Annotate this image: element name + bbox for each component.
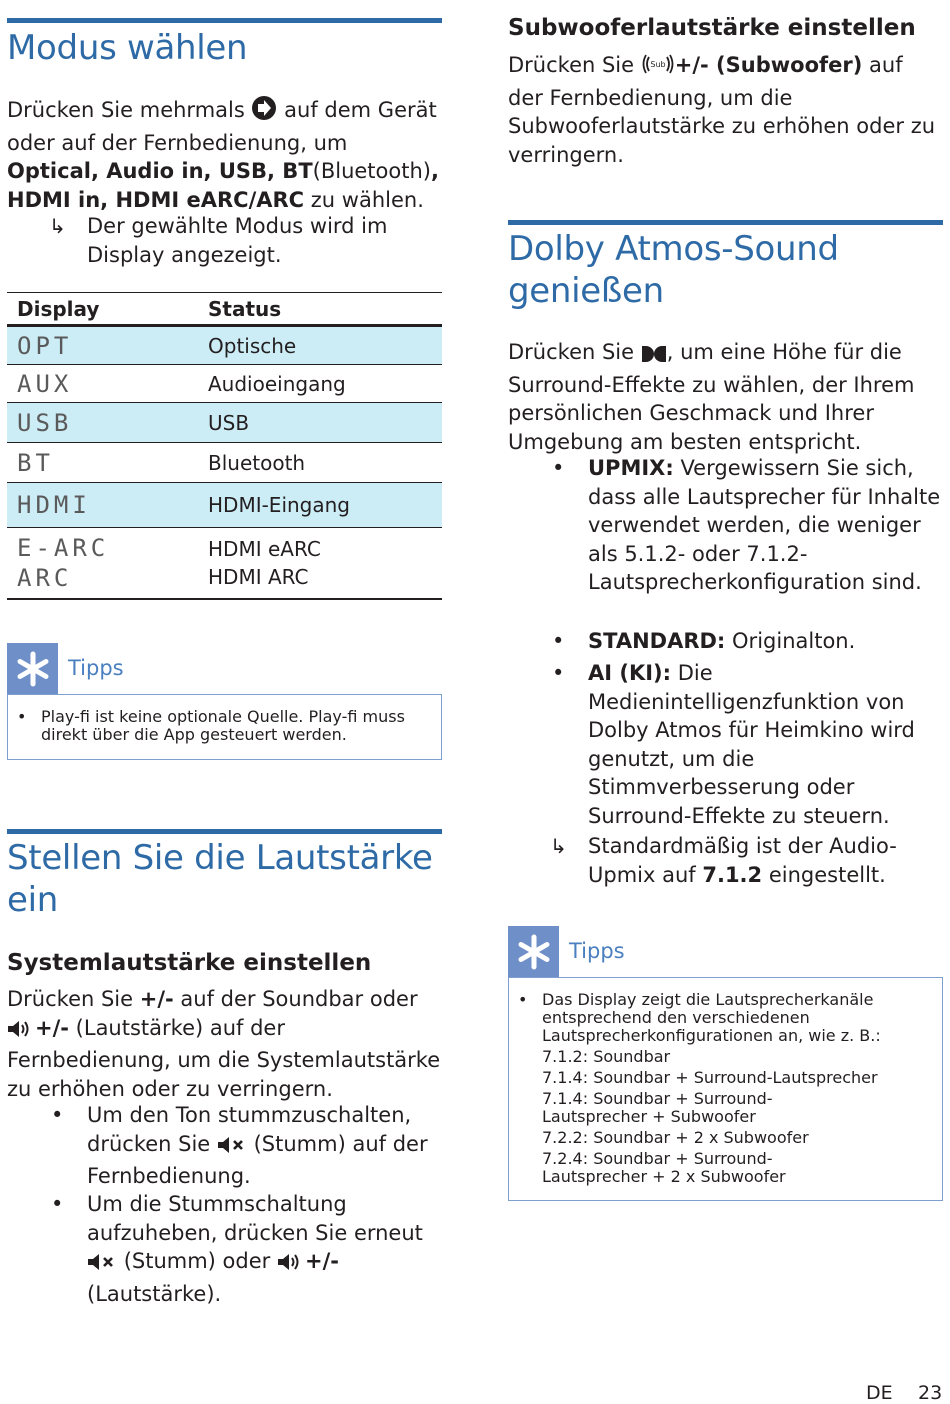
- table-header-display: Display: [7, 293, 198, 326]
- section-rule: [7, 829, 442, 834]
- status-text: USB: [198, 403, 442, 443]
- display-code: AUX: [7, 365, 198, 403]
- result-arrow-icon: ↳: [550, 834, 567, 858]
- config-line: 7.2.2: Soundbar + 2 x Subwoofer: [542, 1128, 809, 1147]
- section-title-dolby: Dolby Atmos-Sound genießen: [508, 229, 839, 311]
- section-rule: [508, 220, 943, 225]
- footer-language: DE: [866, 1382, 893, 1404]
- source-arrow-icon: [251, 95, 277, 129]
- config-line: 7.1.2: Soundbar: [542, 1047, 671, 1066]
- display-code: BT: [7, 443, 198, 483]
- tips-box: [7, 643, 442, 761]
- status-text: HDMI-Eingang: [198, 483, 442, 528]
- subheading-subwoofer: Subwooferlautstärke einstellen: [508, 15, 916, 41]
- table-row: [7, 365, 442, 403]
- display-code: HDMI: [7, 483, 198, 528]
- table-row: [7, 528, 442, 600]
- mode-result: ↳ Der gewählte Modus wird im Display angezeigt.: [49, 214, 388, 267]
- tips-label: Tipps: [68, 656, 124, 680]
- result-arrow-icon: ↳: [49, 214, 66, 238]
- dolby-result: ↳ Standardmäßig ist der Audio-Upmix auf 7.1.2 eingestellt.: [550, 834, 897, 887]
- speaker-volume-icon: [7, 1018, 35, 1047]
- section-rule: [7, 18, 442, 23]
- table-row: [7, 483, 442, 528]
- section-title-mode: Modus wählen: [7, 28, 248, 68]
- list-item: • Um die Stummschaltung aufzuheben, drücken Sie erneut (Stumm) oder +/- (Lautstärke).: [51, 1192, 423, 1306]
- table-row: [7, 443, 442, 483]
- subheading-system-volume: Systemlautstärke einstellen: [7, 950, 372, 976]
- tips-label: Tipps: [569, 939, 625, 963]
- asterisk-icon: [508, 926, 559, 977]
- table-header-row: [7, 293, 442, 326]
- tips-content: [508, 977, 943, 1201]
- asterisk-icon: [7, 643, 58, 694]
- speaker-volume-icon: [277, 1251, 305, 1280]
- mode-instructions: Drücken Sie mehrmals auf dem Gerät oder auf der Fernbedienung, um Optical, Audio in, USB, BT(Bluetooth), HDMI in, HDMI eARC/ARC zu wählen.: [7, 95, 442, 214]
- status-text: Bluetooth: [198, 443, 442, 483]
- tips-box: [508, 926, 943, 1202]
- mode-table: [7, 292, 442, 600]
- list-item: • Um den Ton stummzuschalten, drücken Sie (Stumm) auf der Fernbedienung.: [51, 1103, 428, 1188]
- status-text: Optische: [198, 326, 442, 365]
- mute-icon: [217, 1134, 247, 1163]
- svg-text:Sub: Sub: [650, 60, 666, 69]
- subwoofer-icon: [641, 52, 675, 84]
- status-text: HDMI eARC HDMI ARC: [198, 528, 442, 600]
- display-code: USB: [7, 403, 198, 443]
- list-item: • UPMIX: Vergewissern Sie sich, dass alle Lautsprecher für Inhalte verwendet werden, die weniger als 5.1.2- oder 7.1.2-Lautsprecherkonfiguration sind.: [552, 456, 941, 594]
- display-code: OPT: [7, 326, 198, 365]
- volume-instructions: Drücken Sie +/- auf der Soundbar oder +/- (Lautstärke) auf der Fernbedienung, um die Systemlautstärke zu erhöhen oder zu verringern.: [7, 987, 441, 1101]
- table-row: [7, 326, 442, 365]
- section-title-volume: Stellen Sie die Lautstärke ein: [7, 838, 433, 920]
- tips-content: [7, 694, 442, 760]
- config-line: 7.1.4: Soundbar + Surround-Lautsprecher + Subwoofer: [542, 1089, 773, 1126]
- dolby-instructions: Drücken Sie , um eine Höhe für die Surround-Effekte zu wählen, der Ihrem persönlichen Geschmack und Ihrer Umgebung am besten entspricht.: [508, 340, 915, 454]
- list-item: • AI (KI): Die Medienintelligenzfunktion von Dolby Atmos für Heimkino wird genutzt, um die Stimmverbesserung oder Surround-Effekte zu steuern.: [552, 661, 915, 828]
- list-item: • Das Display zeigt die Lautsprecherkanäle entsprechend den verschiedenen Lautsprecherkonfigurationen an, wie z. B.:: [518, 990, 881, 1045]
- display-code: E-ARC ARC: [7, 528, 198, 600]
- status-text: Audioeingang: [198, 365, 442, 403]
- page-number: 23: [918, 1382, 943, 1404]
- subwoofer-instructions: Drücken Sie Sub +/- (Subwoofer) auf der Fernbedienung, um die Subwooferlautstärke zu erhöhen oder zu verringern.: [508, 53, 936, 167]
- table-row: [7, 403, 442, 443]
- list-item: • Play-fi ist keine optionale Quelle. Play-fi muss direkt über die App gesteuert werden.: [17, 707, 405, 744]
- table-header-status: Status: [198, 293, 442, 326]
- dolby-icon: [641, 342, 667, 371]
- mute-icon: [87, 1251, 117, 1280]
- list-item: • STANDARD: Originalton.: [552, 629, 856, 653]
- config-line: 7.1.4: Soundbar + Surround-Lautsprecher: [542, 1068, 878, 1087]
- config-line: 7.2.4: Soundbar + Surround-Lautsprecher + 2 x Subwoofer: [542, 1149, 786, 1186]
